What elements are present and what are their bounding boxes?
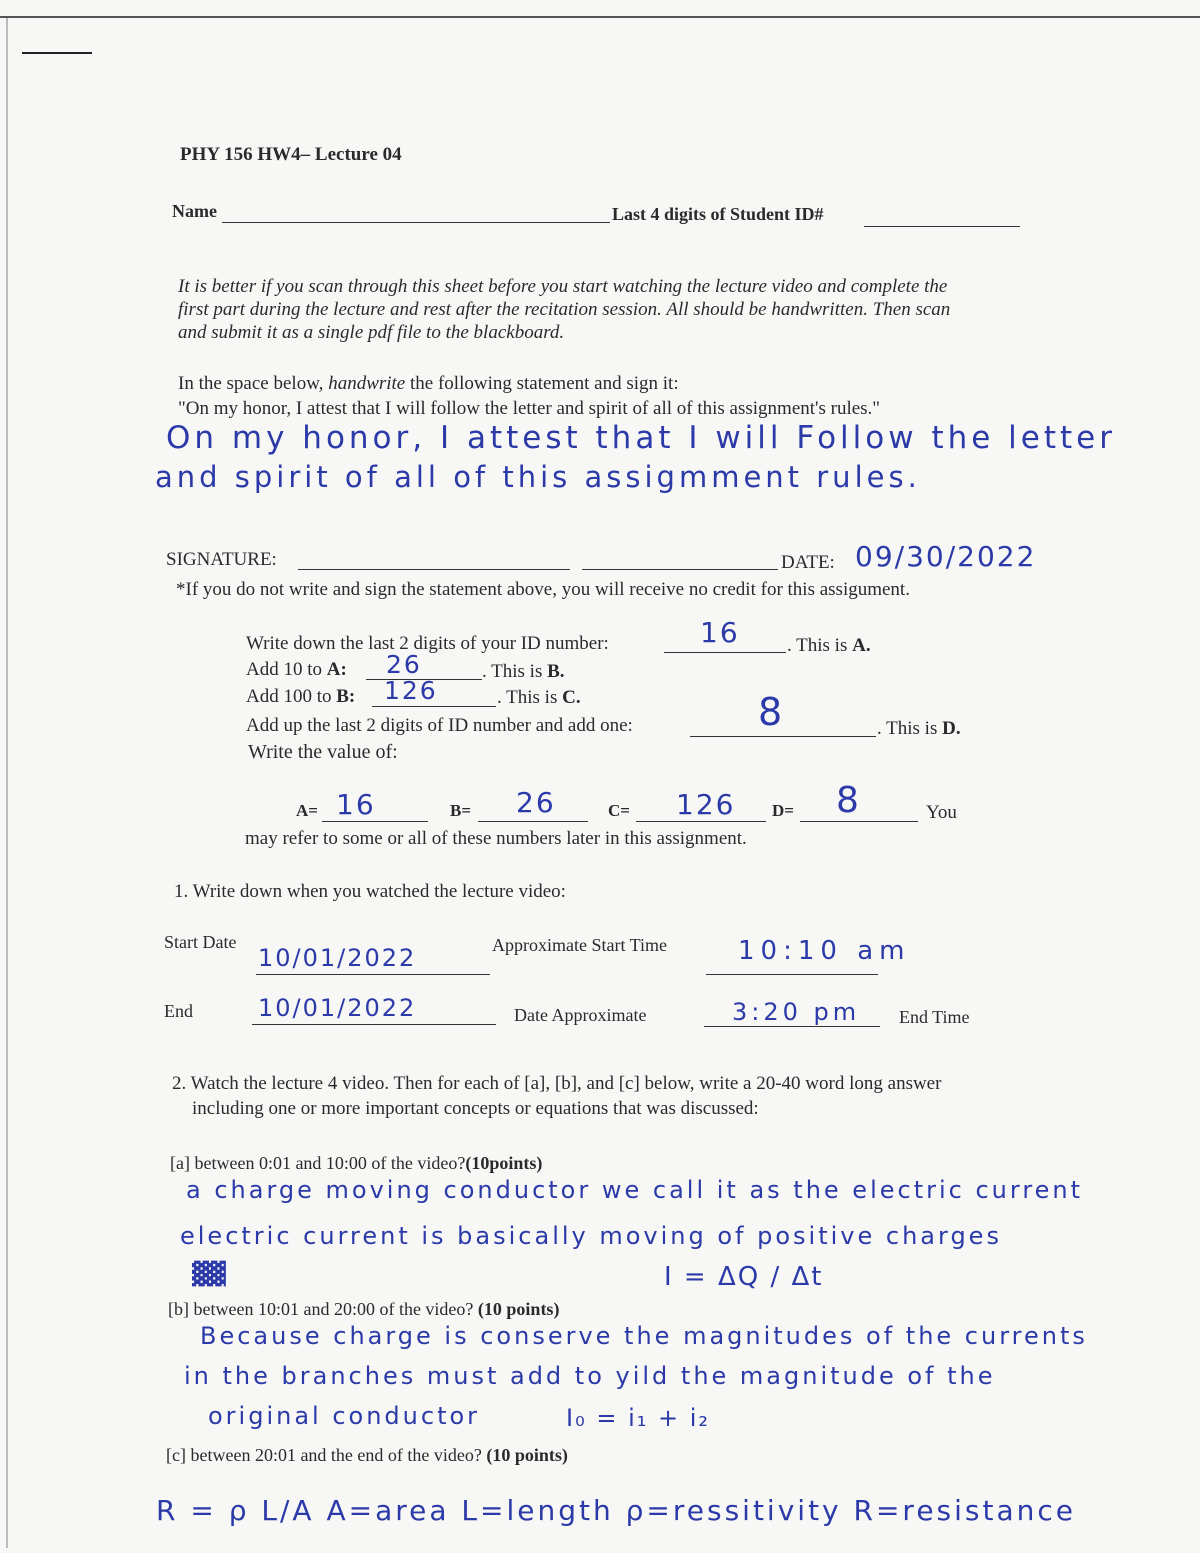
q2a-scribble: ▓▓ bbox=[192, 1262, 226, 1287]
line-a bbox=[246, 632, 609, 656]
line-c-blank bbox=[372, 706, 496, 707]
honor-handwritten-line-1: On my honor, I attest that I will Follow the letter bbox=[166, 420, 1116, 456]
honor-handwritten-line-2: and spirit of all of this assigmment rules. bbox=[155, 460, 921, 494]
scan-edge-left bbox=[6, 18, 8, 1548]
b-blank bbox=[478, 821, 588, 822]
signature-line-1 bbox=[298, 569, 570, 570]
b-label: B= bbox=[450, 801, 472, 820]
q2c-label bbox=[166, 1445, 568, 1466]
name-line bbox=[222, 222, 610, 223]
refer-line: may refer to some or all of these numbers later in this assignment. bbox=[245, 828, 747, 849]
a-value: 16 bbox=[336, 788, 376, 821]
line-d-suffix bbox=[877, 717, 961, 741]
c-value: 126 bbox=[676, 788, 736, 821]
date-label: DATE: bbox=[781, 552, 835, 573]
q2b-answer-line-3: original conductor bbox=[208, 1402, 481, 1430]
c-label: C= bbox=[608, 801, 630, 820]
q2c-label-pre: [c] between 20:01 and the end of the video? bbox=[166, 1445, 487, 1465]
scan-mark bbox=[22, 52, 92, 54]
line-b-suffix bbox=[482, 660, 565, 684]
line-d-suffix-pre: . This is bbox=[877, 718, 943, 739]
q2a-label-pre: [a] between 0:01 and 10:00 of the video? bbox=[170, 1153, 466, 1173]
end-time-label: End Time bbox=[899, 1007, 970, 1027]
q2a-label bbox=[170, 1153, 542, 1174]
q2c-label-bold: (10 points) bbox=[486, 1445, 568, 1465]
start-date-value: 10/01/2022 bbox=[258, 944, 417, 972]
start-time-value: 10:10 am bbox=[738, 936, 911, 966]
line-d-suffix-bold: D. bbox=[942, 718, 961, 739]
instructions-line-1: It is better if you scan through this sheet before you start watching the lecture video and complete the bbox=[178, 276, 948, 297]
page-title: PHY 156 HW4– Lecture 04 bbox=[180, 144, 402, 165]
line-c-suffix-bold: C. bbox=[562, 687, 581, 708]
line-b-suffix-pre: . This is bbox=[482, 661, 548, 682]
line-b-prefix-bold: A: bbox=[326, 659, 347, 680]
line-c-prefix-pre: Add 100 to bbox=[246, 686, 337, 707]
student-id-label: Last 4 digits of Student ID# bbox=[612, 204, 824, 224]
line-d bbox=[246, 714, 633, 738]
q2b-label-bold: (10 points) bbox=[477, 1299, 560, 1319]
start-date-line bbox=[256, 974, 490, 975]
q2a-label-bold: (10points) bbox=[465, 1153, 543, 1173]
you-word: You bbox=[926, 802, 957, 823]
line-c-prefix-bold: B: bbox=[336, 686, 356, 707]
a-label: A= bbox=[296, 801, 318, 820]
line-c bbox=[246, 685, 355, 709]
b-value: 26 bbox=[516, 786, 556, 819]
a-blank bbox=[322, 821, 428, 822]
q2a-answer-line-2: electric current is basically moving of positive charges bbox=[180, 1222, 1002, 1250]
q2c-answer-line-1: R = ρ L/A A=area L=length ρ=ressitivity R=resistance bbox=[156, 1494, 1077, 1527]
line-a-prefix: Write down the last 2 digits of your ID number: bbox=[246, 633, 609, 654]
honor-prompt bbox=[178, 372, 679, 396]
line-d-prefix: Add up the last 2 digits of ID number and add one: bbox=[246, 715, 633, 736]
line-a-suffix-pre: . This is bbox=[787, 635, 853, 656]
start-date-label: Start Date bbox=[164, 932, 237, 952]
line-b-prefix-pre: Add 10 to bbox=[246, 659, 327, 680]
value-a-written: 16 bbox=[700, 616, 740, 649]
end-label: End bbox=[164, 1001, 193, 1021]
d-label: D= bbox=[772, 801, 794, 820]
line-a-suffix bbox=[787, 634, 871, 658]
date-approx-label: Date Approximate bbox=[514, 1005, 647, 1025]
c-blank bbox=[636, 821, 766, 822]
d-value: 8 bbox=[836, 780, 861, 821]
line-b-suffix-bold: B. bbox=[547, 661, 565, 682]
line-c-suffix-pre: . This is bbox=[497, 687, 563, 708]
end-date-value: 10/01/2022 bbox=[258, 994, 417, 1022]
q2b-label-pre: [b] between 10:01 and 20:00 of the video? bbox=[168, 1299, 478, 1319]
scan-edge-line bbox=[0, 16, 1200, 18]
end-time-value: 3:20 pm bbox=[732, 998, 861, 1026]
signature-line-2 bbox=[582, 569, 778, 570]
value-b-written: 26 bbox=[386, 650, 422, 679]
honor-statement: "On my honor, I attest that I will follow the letter and spirit of all of this assignment's rules." bbox=[178, 398, 881, 419]
line-a-suffix-bold: A. bbox=[852, 635, 871, 656]
value-c-written: 126 bbox=[384, 676, 438, 705]
honor-prompt-em: handwrite bbox=[328, 373, 406, 394]
q2b-answer-line-2: in the branches must add to yild the magnitude of the bbox=[184, 1362, 996, 1390]
end-time-line bbox=[704, 1026, 880, 1027]
approx-start-label: Approximate Start Time bbox=[492, 935, 667, 955]
honor-prompt-suffix: the following statement and sign it: bbox=[405, 373, 679, 394]
value-d-written: 8 bbox=[758, 690, 785, 734]
q2b-answer-line-1: Because charge is conserve the magnitudes of the currents bbox=[200, 1322, 1088, 1350]
q2-line-1: 2. Watch the lecture 4 video. Then for each of [a], [b], and [c] below, write a 20-40 word long answer bbox=[172, 1073, 942, 1094]
end-date-line bbox=[252, 1024, 496, 1025]
honor-prompt-prefix: In the space below, bbox=[178, 373, 329, 394]
name-label: Name bbox=[172, 201, 217, 221]
q2b-equation: I₀ = i₁ + i₂ bbox=[566, 1404, 711, 1432]
line-b bbox=[246, 658, 347, 682]
d-blank bbox=[800, 821, 918, 822]
student-id-line bbox=[864, 226, 1020, 227]
line-d-blank bbox=[690, 736, 876, 737]
write-value-label: Write the value of: bbox=[248, 741, 398, 763]
q2-line-2: including one or more important concepts or equations that was discussed: bbox=[192, 1098, 759, 1119]
instructions-line-2: first part during the lecture and rest after the recitation session. All should be handwritten. Then scan bbox=[178, 299, 951, 320]
line-c-suffix bbox=[497, 686, 581, 710]
instructions-line-3: and submit it as a single pdf file to the blackboard. bbox=[178, 322, 565, 343]
q2b-label bbox=[168, 1299, 559, 1320]
signature-label: SIGNATURE: bbox=[166, 549, 277, 570]
date-value: 09/30/2022 bbox=[855, 540, 1037, 573]
signature-warning: *If you do not write and sign the statement above, you will receive no credit for this assigument. bbox=[176, 579, 910, 600]
q2a-equation: I = ΔQ / Δt bbox=[664, 1262, 824, 1292]
start-time-line bbox=[706, 974, 878, 975]
q2a-answer-line-1: a charge moving conductor we call it as the electric current bbox=[186, 1176, 1084, 1204]
line-a-blank bbox=[664, 652, 786, 653]
q1-title: 1. Write down when you watched the lecture video: bbox=[174, 881, 566, 902]
